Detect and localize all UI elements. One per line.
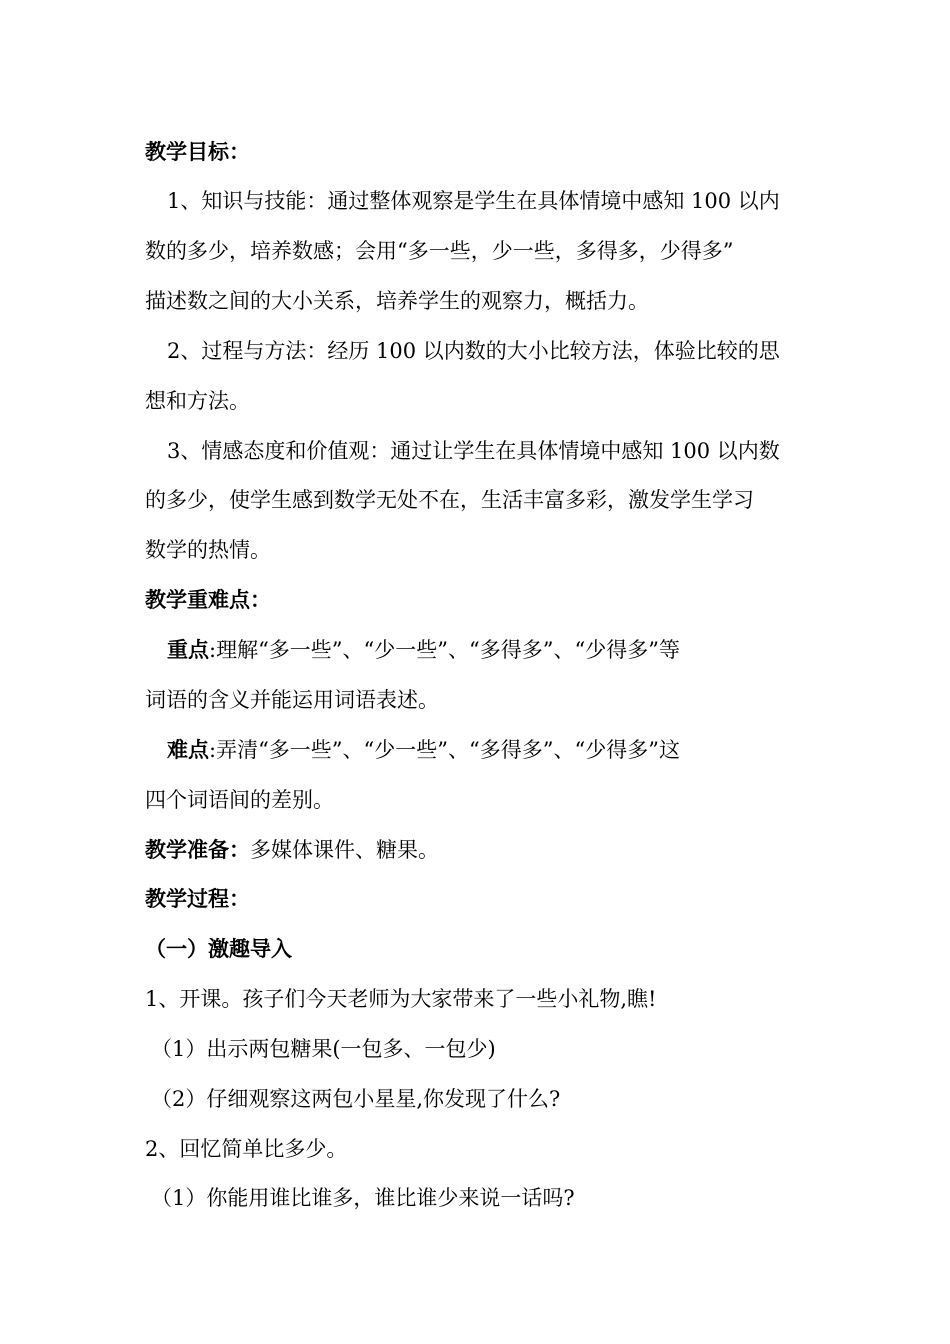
- focus-text: :理解“多一些”、“少一些”、“多得多”、“少得多”等: [209, 638, 680, 662]
- objective-1-line-3: 描述数之间的大小关系，培养学生的观察力，概括力。: [145, 289, 649, 313]
- objective-3-line-3: 数学的热情。: [145, 538, 271, 562]
- objective-2-line-1: 2、过程与方法：经历 100 以内数的大小比较方法，体验比较的思: [167, 339, 780, 363]
- preparation-label: 教学准备：: [145, 838, 250, 862]
- preparation-line: [145, 836, 825, 864]
- objective-1-line-1: 1、知识与技能：通过整体观察是学生在具体情境中感知 100 以内: [167, 189, 780, 213]
- difficulty-line-1: [167, 736, 847, 764]
- objectives-heading: 教学目标：: [145, 140, 250, 164]
- step-1-sub-1: （1）出示两包糖果(一包多、一包少): [151, 1037, 496, 1061]
- preparation-text: 多媒体课件、糖果。: [250, 838, 439, 862]
- objective-2-line-2: 想和方法。: [145, 389, 250, 413]
- objective-3-line-2: 的多少，使学生感到数学无处不在，生活丰富多彩，激发学生学习: [145, 488, 754, 512]
- key-points-heading: 教学重难点：: [145, 588, 271, 612]
- process-heading: 教学过程：: [145, 887, 250, 911]
- step-2: 2、回忆简单比多少。: [145, 1137, 348, 1161]
- objective-3-line-1: 3、情感态度和价值观：通过让学生在具体情境中感知 100 以内数: [167, 439, 780, 463]
- focus-line-1: [167, 636, 847, 664]
- step-1-sub-2: （2）仔细观察这两包小星星,你发现了什么?: [151, 1087, 561, 1111]
- difficulty-text: :弄清“多一些”、“少一些”、“多得多”、“少得多”这: [209, 738, 680, 762]
- step-1: 1、开课。孩子们今天老师为大家带来了一些小礼物,瞧!: [145, 987, 657, 1011]
- difficulty-label: 难点: [167, 738, 209, 762]
- objective-1-line-2: 数的多少，培养数感；会用“多一些，少一些，多得多，少得多”: [145, 239, 734, 263]
- difficulty-line-2: 四个词语间的差别。: [145, 788, 334, 812]
- focus-label: 重点: [167, 638, 209, 662]
- section-1-title: （一）激趣导入: [145, 937, 292, 961]
- focus-line-2: 词语的含义并能运用词语表述。: [145, 688, 439, 712]
- step-2-sub-1: （1）你能用谁比谁多，谁比谁少来说一话吗?: [151, 1186, 575, 1210]
